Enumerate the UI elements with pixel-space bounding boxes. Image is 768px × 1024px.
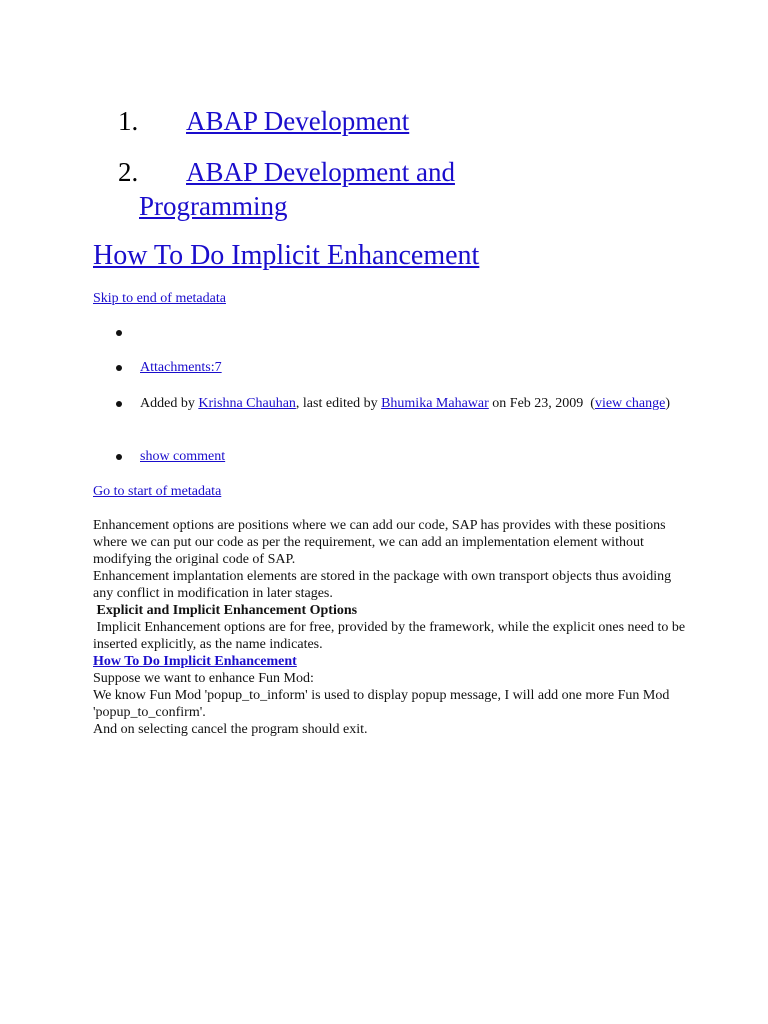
edit-date: on Feb 23, 2009 — [492, 396, 584, 411]
bullet-icon — [116, 454, 122, 460]
show-comment-item — [140, 448, 700, 465]
heading-explicit-implicit: Explicit and Implicit Enhancement Options — [96, 603, 358, 618]
paragraph-fun-mod: We know Fun Mod 'popup_to_inform' is used to display popup message, I will add one more Fun Mod 'popup_to_confirm'. — [93, 688, 670, 720]
bullet-icon — [116, 401, 122, 407]
attachments-link[interactable]: Attachments:7 — [140, 360, 222, 375]
how-to-link[interactable]: How To Do Implicit Enhancement — [93, 654, 297, 669]
paragraph-implementation-elements: Enhancement implantation elements are stored in the package with own transport objects thus avoiding any conflict in modification in later stages. — [93, 569, 672, 601]
heading-how-to[interactable] — [93, 653, 693, 670]
paragraph-suppose: Suppose we want to enhance Fun Mod: — [93, 671, 314, 686]
breadcrumb-number-1: 1. — [118, 106, 139, 136]
page-title[interactable]: How To Do Implicit Enhancement — [93, 240, 480, 271]
breadcrumb-link-abap-dev-programming-line1[interactable]: ABAP Development and — [186, 157, 455, 187]
editor-link[interactable]: Bhumika Mahawar — [381, 396, 489, 411]
article-body — [93, 517, 693, 738]
paragraph-implicit-options: Implicit Enhancement options are for free, provided by the framework, while the explicit ones need to be inserted explicitly, as the name indicates. — [93, 620, 686, 652]
bullet-icon — [116, 330, 122, 336]
view-change-open-paren: ( — [590, 396, 595, 411]
breadcrumb-link-abap-development[interactable]: ABAP Development — [186, 106, 410, 136]
paragraph-enhancement-options: Enhancement options are positions where we can add our code, SAP has provides with these positions where we can put our code as per the requirement, we can add an implementation element without modifying the original code of SAP. — [93, 518, 666, 567]
go-to-start-of-metadata-link[interactable]: Go to start of metadata — [93, 484, 222, 499]
bullet-icon — [116, 365, 122, 371]
view-change-close-paren: ) — [665, 396, 670, 411]
view-change-link[interactable]: view change — [594, 396, 666, 411]
edited-by-label: , last edited by — [295, 396, 378, 411]
author-link[interactable]: Krishna Chauhan — [198, 396, 296, 411]
show-comment-link[interactable]: show comment — [140, 449, 226, 464]
skip-to-end-of-metadata-link[interactable]: Skip to end of metadata — [93, 291, 226, 306]
attachments-item — [140, 359, 700, 376]
breadcrumb-number-2: 2. — [118, 157, 139, 187]
added-by-label: Added by — [140, 396, 195, 411]
paragraph-cancel-exit: And on selecting cancel the program should exit. — [93, 722, 368, 737]
author-info — [140, 395, 700, 412]
breadcrumb-link-abap-dev-programming-line2[interactable]: Programming — [139, 191, 288, 221]
